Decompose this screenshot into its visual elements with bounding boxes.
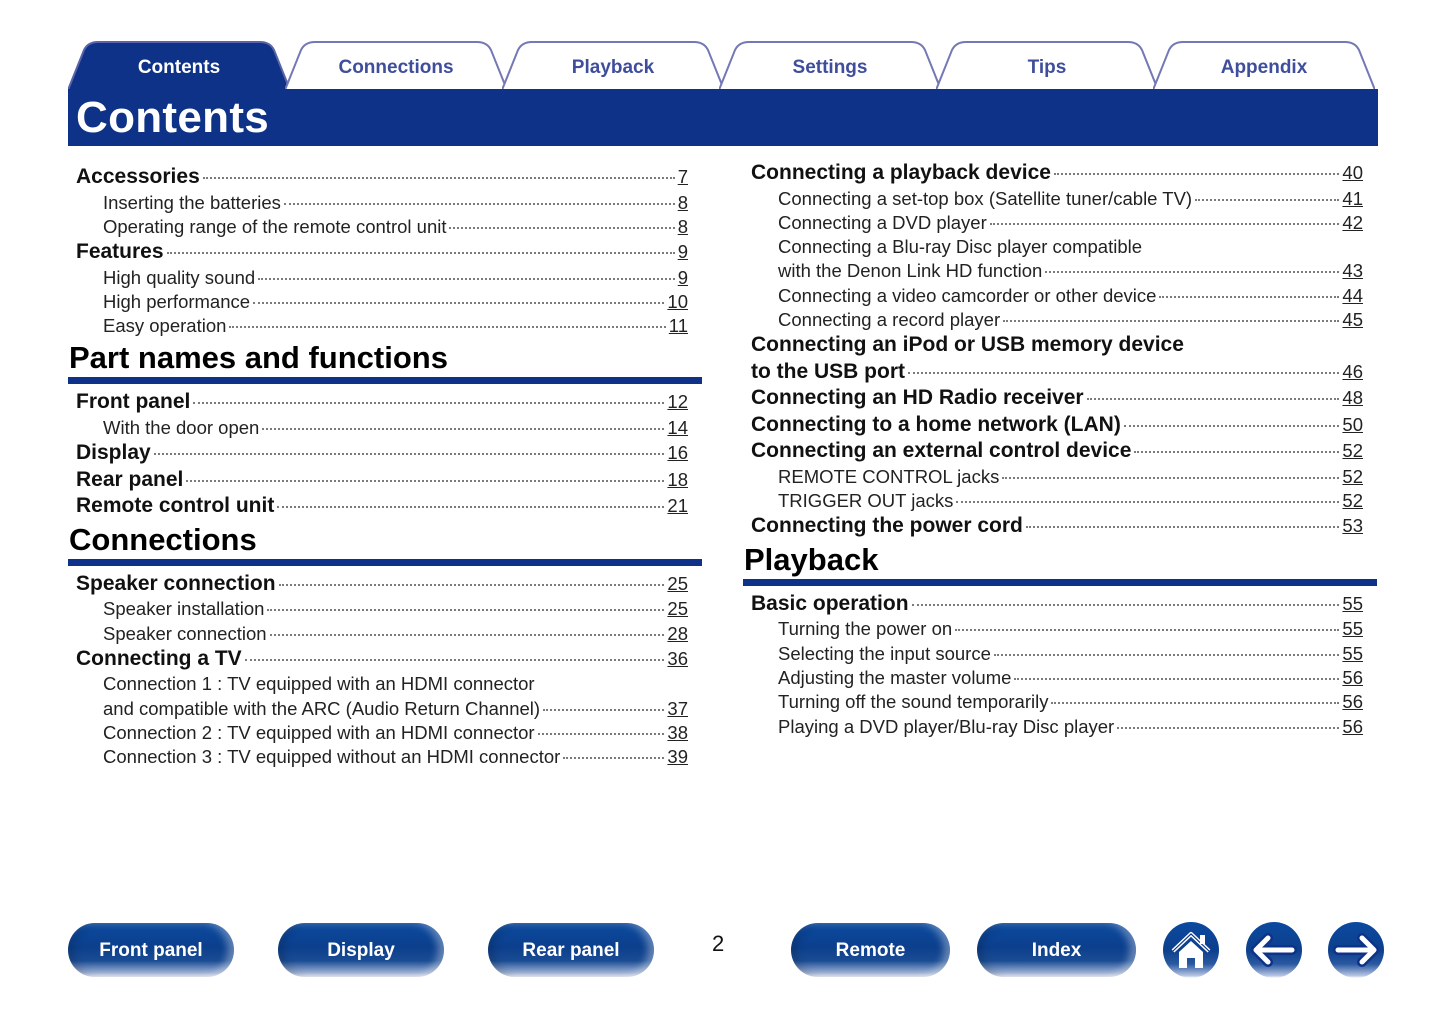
page-number: 2	[712, 931, 725, 956]
toc-entry-text: Remote control unit	[76, 494, 275, 518]
dot-leader	[956, 500, 1339, 503]
dot-leader	[277, 505, 664, 508]
toc-entry-text: to the USB port	[751, 359, 905, 383]
tab-label: Connections	[338, 57, 454, 78]
toc-entry-text: Connecting a record player	[778, 308, 1001, 330]
toc-entry-text: Adjusting the master volume	[778, 666, 1012, 688]
home-button[interactable]	[1163, 922, 1219, 978]
dot-leader	[1054, 172, 1339, 175]
remote-button[interactable]: Remote	[791, 923, 950, 977]
dot-leader	[154, 452, 665, 455]
dot-leader	[1003, 319, 1339, 322]
toc-entry[interactable]	[68, 290, 702, 314]
dot-leader	[1159, 295, 1339, 298]
dot-leader	[1002, 476, 1339, 479]
dot-leader	[229, 325, 665, 328]
tab-appendix[interactable]	[1153, 40, 1375, 90]
tab-label: Playback	[571, 57, 655, 78]
dot-leader	[1045, 270, 1339, 273]
toc-entry-text: with the Denon Link HD function	[778, 260, 1043, 282]
toc-entry-line[interactable]	[743, 235, 1377, 259]
page-link[interactable]: 42	[1342, 211, 1363, 233]
page-link[interactable]: 56	[1342, 666, 1363, 688]
dot-leader	[284, 202, 675, 205]
toc-entry-line[interactable]	[743, 332, 1377, 359]
toc-entry-text: Speaker connection	[103, 622, 267, 644]
dot-leader	[262, 427, 664, 430]
tab-label: Settings	[792, 57, 868, 78]
dot-leader	[193, 401, 664, 404]
tab-settings[interactable]	[719, 40, 941, 90]
toc-entry-text: Speaker connection	[76, 571, 276, 595]
toc-entry-text: Connecting to a home network (LAN)	[751, 412, 1121, 436]
toc-entry[interactable]	[743, 513, 1377, 540]
page-link[interactable]: 21	[667, 495, 688, 517]
dot-leader	[1087, 397, 1340, 400]
toc-entry[interactable]	[743, 160, 1377, 187]
page-link[interactable]: 18	[667, 468, 688, 490]
toc-entry-text: With the door open	[103, 416, 260, 438]
dot-leader	[538, 732, 665, 735]
page-link[interactable]: 40	[1342, 162, 1363, 183]
index-button[interactable]: Index	[977, 923, 1136, 977]
toc-entry-line[interactable]	[68, 672, 702, 696]
back-button[interactable]	[1246, 922, 1302, 978]
dot-leader	[1014, 677, 1339, 680]
dot-leader	[167, 251, 675, 254]
toc-entry[interactable]	[743, 284, 1377, 308]
dot-leader	[270, 633, 665, 636]
page-link[interactable]: 43	[1342, 260, 1363, 282]
page-link[interactable]: 56	[1342, 715, 1363, 737]
toc-entry[interactable]	[743, 385, 1377, 412]
page-link[interactable]: 55	[1342, 642, 1363, 664]
tab-tips[interactable]	[936, 40, 1158, 90]
toc-entry-text: Connection 3 : TV equipped without an HDMI connector	[103, 746, 561, 768]
dot-leader	[955, 628, 1339, 631]
page-link[interactable]: 45	[1342, 308, 1363, 330]
toc-entry[interactable]	[68, 239, 702, 266]
page-link[interactable]: 25	[667, 572, 688, 594]
dot-leader	[186, 479, 664, 482]
page-link[interactable]: 7	[677, 166, 688, 187]
dot-leader	[912, 603, 1340, 606]
page-link[interactable]: 56	[1342, 691, 1363, 713]
forward-button[interactable]	[1328, 922, 1384, 978]
page-link[interactable]: 44	[1342, 284, 1363, 306]
toc-entry[interactable]	[68, 416, 702, 440]
toc-entry-text: Connection 2 : TV equipped with an HDMI connector	[103, 721, 535, 743]
toc-entry-text: Inserting the batteries	[103, 191, 281, 213]
page-link[interactable]: 38	[667, 721, 688, 743]
tab-label: Tips	[1027, 57, 1067, 78]
toc-entry[interactable]	[68, 266, 702, 290]
page-link[interactable]: 36	[667, 647, 688, 669]
toc-entry[interactable]	[743, 211, 1377, 235]
page-link[interactable]: 52	[1342, 465, 1363, 487]
tab-label: Appendix	[1220, 57, 1308, 78]
toc-entry[interactable]	[68, 571, 702, 598]
toc-entry[interactable]	[68, 191, 702, 215]
toc-entry[interactable]	[68, 646, 702, 673]
toc-entry-text: High quality sound	[103, 266, 256, 288]
toc-entry-text: TRIGGER OUT jacks	[778, 490, 954, 512]
page-link[interactable]: 52	[1342, 440, 1363, 462]
page-link[interactable]: 55	[1342, 592, 1363, 614]
dot-leader	[203, 176, 675, 179]
tab-connections[interactable]	[285, 40, 507, 90]
dot-leader	[1051, 701, 1339, 704]
page-link[interactable]: 52	[1342, 490, 1363, 512]
toc-group-playback	[743, 591, 1377, 739]
page-link[interactable]: 39	[667, 746, 688, 768]
dot-leader	[1134, 450, 1339, 453]
back-arrow-icon	[1246, 922, 1302, 978]
page-link[interactable]: 28	[667, 622, 688, 644]
page-link[interactable]: 46	[1342, 360, 1363, 382]
toc-group-connections-continued	[743, 160, 1377, 540]
toc-entry[interactable]	[68, 467, 702, 494]
toc-entry[interactable]	[743, 412, 1377, 439]
toc-entry[interactable]	[743, 617, 1377, 641]
toc-entry[interactable]	[743, 259, 1377, 283]
dot-leader	[994, 653, 1340, 656]
dot-leader	[245, 658, 665, 661]
page-link[interactable]: 12	[667, 391, 688, 413]
tab-playback[interactable]	[502, 40, 724, 90]
page-link[interactable]: 9	[677, 241, 688, 263]
toc-entry-text: Speaker installation	[103, 598, 265, 620]
toc-entry-text: Connecting an external control device	[751, 439, 1132, 463]
page-link[interactable]: 41	[1342, 187, 1363, 209]
toc-entry-text: Display	[76, 441, 151, 465]
toc-entry[interactable]	[743, 359, 1377, 386]
toc-right-column	[743, 160, 1377, 739]
toc-entry-text: Selecting the input source	[778, 642, 991, 664]
toc-entry[interactable]	[743, 666, 1377, 690]
toc-entry-text: Connecting a set-top box (Satellite tuner/cable TV)	[778, 187, 1193, 209]
page-link[interactable]: 55	[1342, 618, 1363, 640]
toc-entry-text: Accessories	[76, 165, 200, 188]
page-link[interactable]: 10	[667, 290, 688, 312]
forward-arrow-icon	[1328, 922, 1384, 978]
toc-entry-text: Connecting a DVD player	[778, 211, 987, 233]
dot-leader	[908, 371, 1339, 374]
toc-entry[interactable]	[68, 314, 702, 338]
toc-entry[interactable]	[68, 440, 702, 467]
home-icon	[1163, 922, 1219, 978]
toc-entry[interactable]	[68, 597, 702, 621]
dot-leader	[1124, 424, 1340, 427]
tab-label: Contents	[137, 57, 221, 78]
toc-entry-text: Turning the power on	[778, 618, 953, 640]
toc-group-connections	[68, 571, 702, 770]
toc-left-column	[68, 164, 702, 770]
front-panel-button[interactable]: Front panel	[68, 923, 234, 977]
page-header	[68, 89, 1378, 146]
toc-entry[interactable]	[743, 690, 1377, 714]
toc-entry[interactable]	[743, 489, 1377, 513]
dot-leader	[1195, 198, 1339, 201]
toc-entry[interactable]	[68, 745, 702, 769]
toc-entry-text: Basic operation	[751, 591, 909, 615]
toc-entry-text: Connecting an HD Radio receiver	[751, 386, 1084, 410]
toc-entry[interactable]	[68, 164, 702, 191]
section-title-connections: Connections	[69, 521, 257, 557]
section-divider	[743, 579, 1377, 586]
toc-entry[interactable]	[68, 622, 702, 646]
rear-panel-button[interactable]: Rear panel	[488, 923, 654, 977]
toc-entry[interactable]	[68, 215, 702, 239]
toc-entry[interactable]	[68, 493, 702, 520]
toc-entry-text: Connecting a video camcorder or other device	[778, 284, 1157, 306]
toc-entry-text: Connecting a Blu-ray Disc player compatible	[778, 236, 1143, 258]
dot-leader	[1117, 726, 1339, 729]
toc-entry[interactable]	[743, 591, 1377, 618]
page-link[interactable]: 48	[1342, 387, 1363, 409]
section-divider	[68, 377, 702, 384]
display-button[interactable]: Display	[278, 923, 444, 977]
toc-entry-text: REMOTE CONTROL jacks	[778, 465, 1000, 487]
page-link[interactable]: 16	[667, 442, 688, 464]
toc-entry-text: Connecting the power cord	[751, 514, 1023, 538]
section-title-part-names: Part names and functions	[69, 340, 448, 376]
page-link[interactable]: 8	[677, 215, 688, 237]
page-link[interactable]: 50	[1342, 413, 1363, 435]
page-link[interactable]: 14	[667, 416, 688, 438]
dot-leader	[253, 301, 664, 304]
toc-group-intro	[68, 164, 702, 338]
toc-entry[interactable]	[743, 187, 1377, 211]
tab-contents[interactable]	[68, 40, 290, 90]
page-link[interactable]: 25	[667, 598, 688, 620]
page-link[interactable]: 37	[667, 697, 688, 719]
toc-entry-text: Front panel	[76, 390, 191, 414]
toc-entry-text: Connecting a playback device	[751, 161, 1051, 184]
dot-leader	[543, 708, 664, 711]
toc-group-part-names	[68, 389, 702, 519]
toc-entry[interactable]	[68, 697, 702, 721]
toc-entry[interactable]	[743, 715, 1377, 739]
page-link[interactable]: 9	[677, 266, 688, 288]
toc-entry[interactable]	[743, 465, 1377, 489]
toc-entry-text: Operating range of the remote control unit	[103, 215, 447, 237]
tab-bar	[68, 40, 1378, 90]
toc-entry[interactable]	[68, 389, 702, 416]
toc-entry-text: Connecting a TV	[76, 646, 242, 670]
toc-entry-text: Turning off the sound temporarily	[778, 691, 1049, 713]
toc-entry-text: Connecting an iPod or USB memory device	[751, 333, 1184, 357]
toc-entry-text: Rear panel	[76, 467, 184, 491]
dot-leader	[1026, 525, 1340, 528]
page-link[interactable]: 11	[668, 315, 688, 337]
toc-entry[interactable]	[743, 642, 1377, 666]
toc-entry-text: and compatible with the ARC (Audio Return Channel)	[103, 697, 541, 719]
toc-entry[interactable]	[743, 438, 1377, 465]
toc-entry-text: Connection 1 : TV equipped with an HDMI connector	[103, 673, 535, 695]
section-title-playback: Playback	[744, 541, 879, 577]
dot-leader	[258, 277, 674, 280]
dot-leader	[449, 226, 674, 229]
toc-entry[interactable]	[743, 308, 1377, 332]
toc-entry-text: Playing a DVD player/Blu-ray Disc player	[778, 715, 1115, 737]
dot-leader	[563, 756, 664, 759]
dot-leader	[267, 608, 664, 611]
toc-entry-text: Features	[76, 240, 164, 264]
dot-leader	[990, 222, 1340, 225]
page-title: Contents	[76, 93, 270, 142]
toc-entry-text: Easy operation	[103, 315, 227, 337]
toc-entry-text: High performance	[103, 290, 251, 312]
page-link[interactable]: 53	[1342, 515, 1363, 537]
dot-leader	[279, 583, 665, 586]
page-link[interactable]: 8	[677, 191, 688, 213]
section-divider	[68, 559, 702, 566]
toc-entry[interactable]	[68, 721, 702, 745]
